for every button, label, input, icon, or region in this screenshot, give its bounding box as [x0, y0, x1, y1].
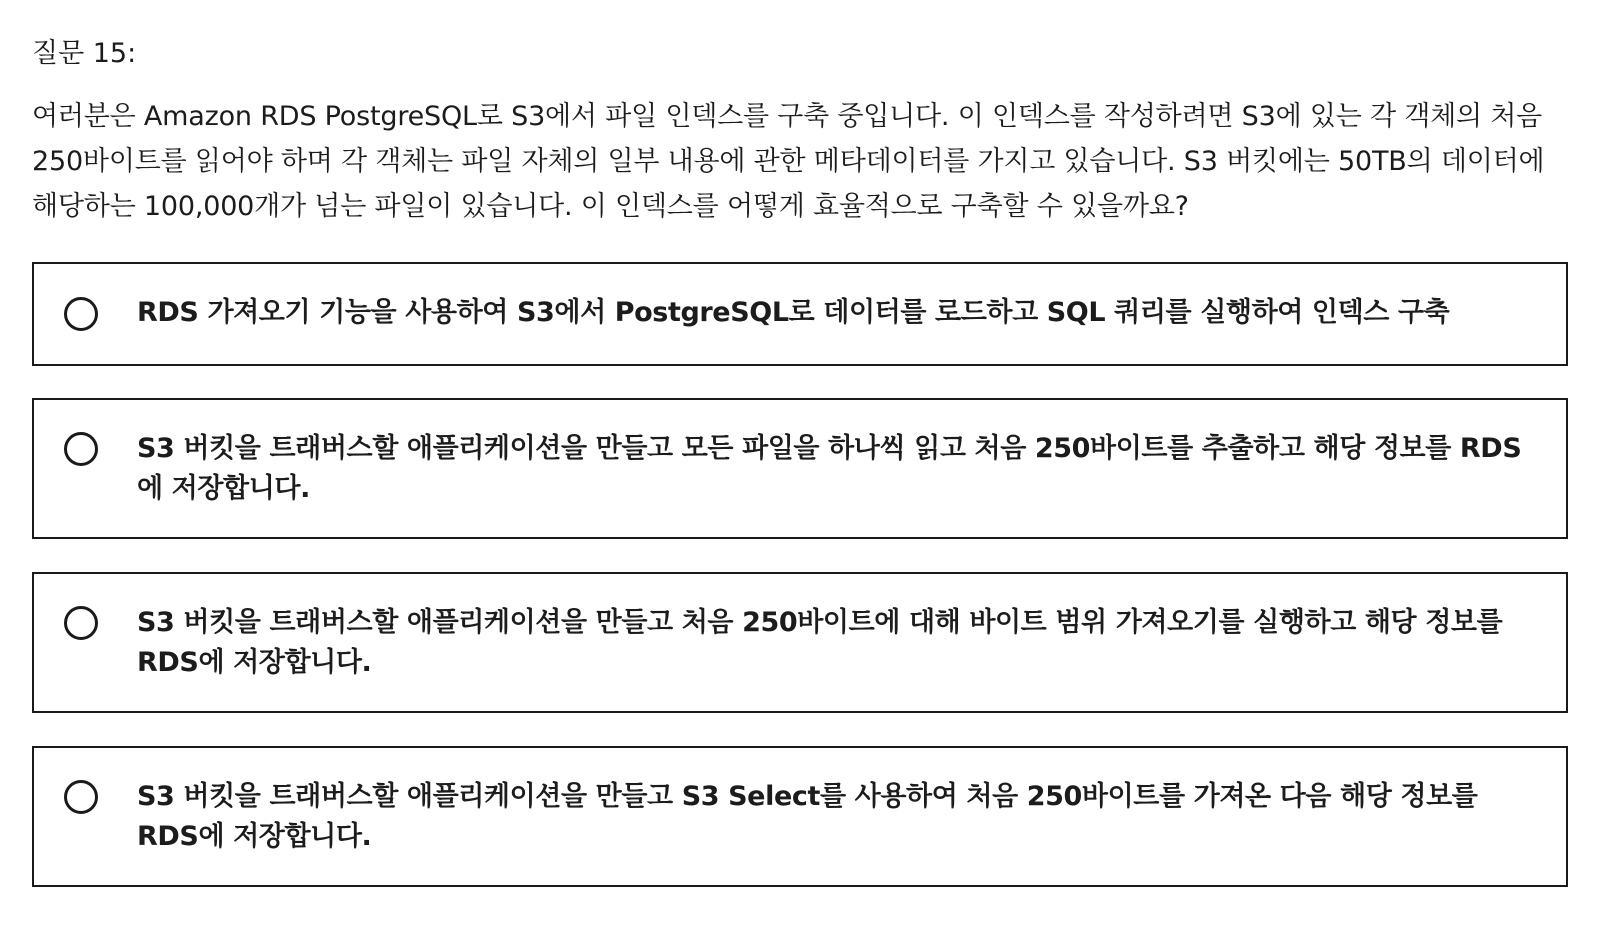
radio-button-icon[interactable]	[64, 780, 98, 814]
answer-option-label: S3 버킷을 트래버스할 애플리케이션을 만들고 모든 파일을 하나씩 읽고 처음 250바이트를 추출하고 해당 정보를 RDS에 저장합니다.	[137, 433, 1522, 504]
answer-option-1[interactable]	[32, 262, 1568, 366]
question-title: 질문 15:	[32, 38, 137, 69]
radio-button-icon[interactable]	[64, 297, 98, 331]
answer-option-label: S3 버킷을 트래버스할 애플리케이션을 만들고 처음 250바이트에 대해 바이트 범위 가져오기를 실행하고 해당 정보를 RDS에 저장합니다.	[137, 607, 1503, 678]
question-text: 여러분은 Amazon RDS PostgreSQL로 S3에서 파일 인덱스를 구축 중입니다. 이 인덱스를 작성하려면 S3에 있는 각 객체의 처음 250바이트를 읽어야 하며 각 객체는 파일 자체의 일부 내용에 관한 메타데이터를 가지고 있습니다. S3 버킷에는 50TB의 데이터에 해당하는 100,000개가 넘는 파일이 있습니다. 이 인덱스를 어떻게 효율적으로 구축할 수 있을까요?	[32, 101, 1545, 222]
radio-button-icon[interactable]	[64, 432, 98, 466]
answer-option-2[interactable]	[32, 398, 1568, 539]
answer-option-4[interactable]	[32, 746, 1568, 887]
radio-button-icon[interactable]	[64, 606, 98, 640]
answer-option-3[interactable]	[32, 572, 1568, 713]
answer-option-label: RDS 가져오기 기능을 사용하여 S3에서 PostgreSQL로 데이터를 로드하고 SQL 쿼리를 실행하여 인덱스 구축	[137, 297, 1450, 328]
answer-option-label: S3 버킷을 트래버스할 애플리케이션을 만들고 S3 Select를 사용하여 처음 250바이트를 가져온 다음 해당 정보를 RDS에 저장합니다.	[137, 781, 1478, 852]
